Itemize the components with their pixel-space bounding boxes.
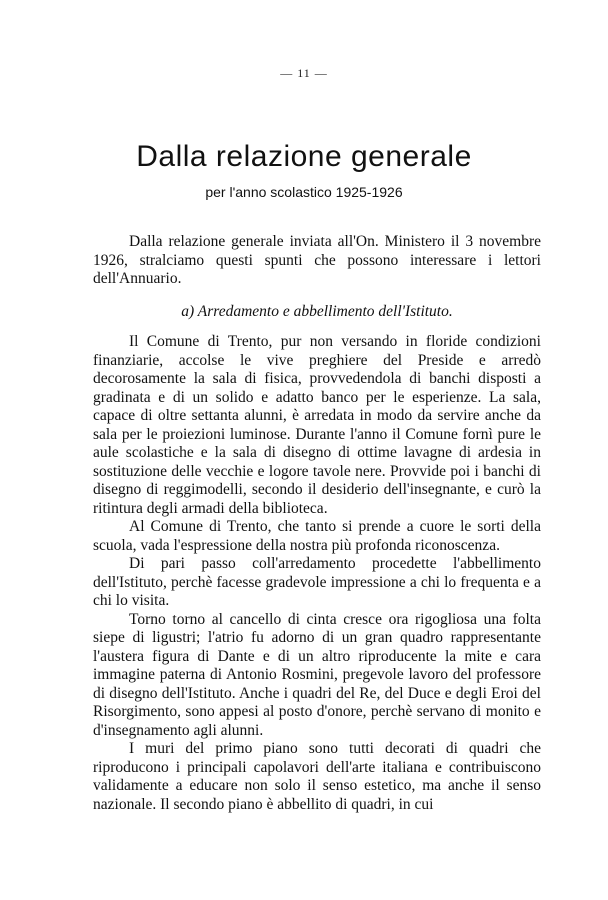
paragraph: Torno torno al cancello di cinta cresce ora rigogliosa una folta siepe di ligustri; l'atrio fu adorno di un gran quadro rappresentante l'austera figura di Dante e di un altro riproducente la mite e cara immagine paterna di Antonio Rosmini, pregevole lavoro del professore di disegno dell'Istituto. Anche i quadri del Re, del Duce e degli Eroi del Risorgimento, sono appesi al posto d'onore, perchè servano di monito e d'insegnamento agli alunni. (93, 610, 541, 739)
paragraph: Di pari passo coll'arredamento procedette l'abbellimento dell'Istituto, perchè facesse gradevole impressione a chi lo frequenta e a chi lo visita. (93, 555, 541, 609)
page-title: Dalla relazione generale (136, 140, 472, 173)
section-heading: a) Arredamento e abbellimento dell'Istituto. (181, 302, 453, 320)
paragraph: Il Comune di Trento, pur non versando in floride condizioni finanziarie, accolse le vive preghiere del Preside e arredò decorosamente la sala di fisica, provvedendola di banchi disposti a gradinata e di un solido e adatto banco per le esperienze. La sala, capace di oltre settanta alunni, è arredata in modo da servire anche da sala per le proiezioni luminose. Durante l'anno il Comune fornì pure le aule scolastiche e la sala di disegno di ottime lavagne di ardesia in sostituzione delle vecchie e logore tavole nere. Provvide poi i banchi di disegno di reggimodelli, secondo il desiderio dell'insegnante, e curò la ritintura degli armadi della biblioteca. (93, 333, 541, 517)
page-number: — 11 — (280, 66, 328, 80)
intro-paragraph: Dalla relazione generale inviata all'On. Ministero il 3 novembre 1926, stralciamo questi spunti che possono interessare i lettori dell'Annuario. (93, 233, 541, 287)
paragraph: I muri del primo piano sono tutti decorati di quadri che riproducono i principali capolavori dell'arte italiana e contribuiscono validamente a educare non solo il senso estetico, ma anche il senso nazionale. Il secondo piano è abbellito di quadri, in cui (93, 740, 541, 813)
body-text (93, 233, 541, 814)
page-subtitle: per l'anno scolastico 1925-1926 (205, 184, 403, 200)
paragraph: Al Comune di Trento, che tanto si prende a cuore le sorti della scuola, vada l'espressione della nostra più profonda riconoscenza. (93, 518, 541, 554)
